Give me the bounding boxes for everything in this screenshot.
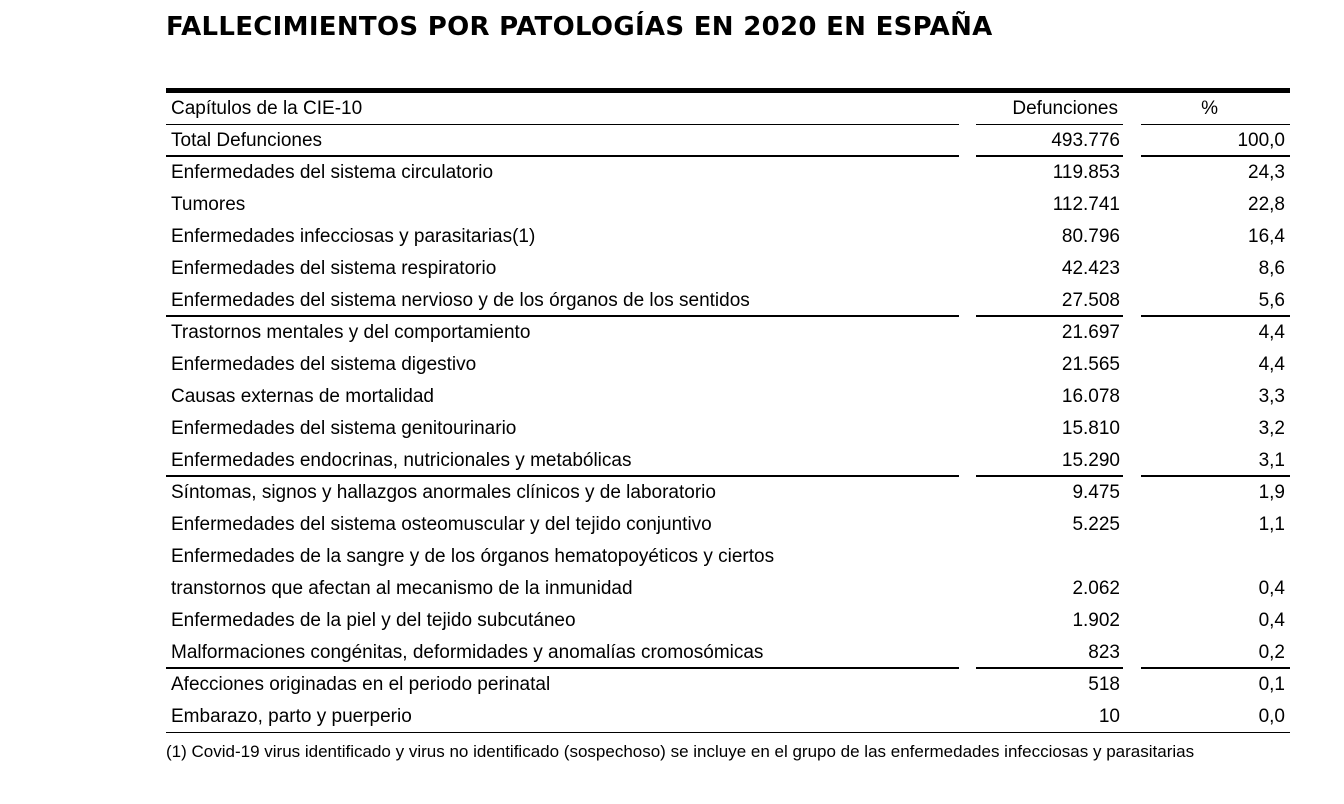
row-percent: 3,3: [1258, 386, 1285, 407]
row-percent: 5,6: [1258, 290, 1285, 311]
row-deaths: 15.290: [1061, 450, 1120, 471]
row-deaths: 10: [1098, 706, 1120, 727]
row-percent: 4,4: [1258, 354, 1285, 375]
row-deaths: 9.475: [1072, 482, 1120, 503]
row-deaths: 1.902: [1072, 610, 1120, 631]
row-label: Enfermedades del sistema respiratorio: [171, 258, 497, 279]
table-row: [166, 445, 1290, 477]
row-deaths: 27.508: [1061, 290, 1120, 311]
table-row: [166, 637, 1290, 669]
row-label-line1: Enfermedades de la sangre y de los órganos hematopoyéticos y ciertos: [171, 546, 775, 567]
row-label: Enfermedades infecciosas y parasitarias(1): [171, 226, 536, 247]
row-percent: 100,0: [1237, 130, 1285, 151]
table-row: [166, 317, 1290, 349]
row-deaths: 5.225: [1072, 514, 1120, 535]
table-row: [166, 477, 1290, 509]
row-label: Causas externas de mortalidad: [171, 386, 434, 407]
table-row: [166, 253, 1290, 285]
row-deaths: 21.697: [1061, 322, 1120, 343]
table-row: [166, 157, 1290, 189]
row-label: [171, 541, 774, 605]
row-label: Afecciones originadas en el periodo perinatal: [171, 674, 551, 695]
row-percent: 16,4: [1248, 226, 1285, 247]
row-percent: 1,1: [1258, 514, 1285, 535]
row-deaths: 15.810: [1061, 418, 1120, 439]
row-percent: 24,3: [1248, 162, 1285, 183]
table-row: [166, 381, 1290, 413]
row-deaths: 823: [1088, 642, 1120, 663]
header-percent: %: [1201, 98, 1218, 119]
row-deaths: 21.565: [1061, 354, 1120, 375]
table-row: [166, 701, 1290, 733]
row-percent: 4,4: [1258, 322, 1285, 343]
row-percent: 0,4: [1258, 578, 1285, 599]
row-deaths: 16.078: [1061, 386, 1120, 407]
row-label: Tumores: [171, 194, 246, 215]
row-percent: 1,9: [1258, 482, 1285, 503]
table-row: [166, 349, 1290, 381]
row-label: Enfermedades del sistema nervioso y de los órganos de los sentidos: [171, 290, 750, 311]
table-row: [166, 541, 1290, 605]
table-row: [166, 413, 1290, 445]
page-title: FALLECIMIENTOS POR PATOLOGÍAS EN 2020 EN ESPAÑA: [166, 12, 993, 42]
table-row: [166, 605, 1290, 637]
table-row: [166, 189, 1290, 221]
row-percent: 3,1: [1258, 450, 1285, 471]
footnote: (1) Covid-19 virus identificado y virus no identificado (sospechoso) se incluye en el grupo de las enfermedades infecciosas y parasitarias: [166, 742, 1195, 761]
row-label: Enfermedades del sistema genitourinario: [171, 418, 517, 439]
row-deaths: 119.853: [1052, 162, 1120, 183]
deaths-table: [166, 88, 1290, 733]
row-label: Síntomas, signos y hallazgos anormales clínicos y de laboratorio: [171, 482, 716, 503]
row-label: Malformaciones congénitas, deformidades y anomalías cromosómicas: [171, 642, 764, 663]
row-deaths: 493.776: [1051, 130, 1120, 151]
table-row: [166, 509, 1290, 541]
row-label: Enfermedades de la piel y del tejido subcutáneo: [171, 610, 576, 631]
row-deaths: 2.062: [1072, 578, 1120, 599]
row-label: Embarazo, parto y puerperio: [171, 706, 412, 727]
row-label: Enfermedades del sistema digestivo: [171, 354, 477, 375]
row-percent: 8,6: [1258, 258, 1285, 279]
table-row: [166, 285, 1290, 317]
row-percent: 0,1: [1258, 674, 1285, 695]
row-label: Enfermedades del sistema circulatorio: [171, 162, 494, 183]
row-deaths: 518: [1088, 674, 1120, 695]
header-deaths: Defunciones: [1012, 98, 1118, 119]
table-row: [166, 221, 1290, 253]
row-percent: 0,0: [1258, 706, 1285, 727]
row-label-line2: transtornos que afectan al mecanismo de la inmunidad: [171, 578, 633, 599]
row-deaths: 42.423: [1061, 258, 1120, 279]
row-deaths: 112.741: [1052, 194, 1120, 215]
row-label: Enfermedades del sistema osteomuscular y del tejido conjuntivo: [171, 514, 712, 535]
header-chapters: Capítulos de la CIE-10: [171, 98, 363, 119]
table-header-row: [166, 93, 1290, 125]
table-row-total: [166, 125, 1290, 157]
table-row: [166, 669, 1290, 701]
row-label: Trastornos mentales y del comportamiento: [171, 322, 531, 343]
row-deaths: 80.796: [1061, 226, 1120, 247]
row-label: Enfermedades endocrinas, nutricionales y metabólicas: [171, 450, 632, 471]
row-percent: 22,8: [1248, 194, 1285, 215]
row-percent: 0,4: [1258, 610, 1285, 631]
row-percent: 0,2: [1258, 642, 1285, 663]
row-percent: 3,2: [1258, 418, 1285, 439]
row-label: Total Defunciones: [171, 130, 323, 151]
